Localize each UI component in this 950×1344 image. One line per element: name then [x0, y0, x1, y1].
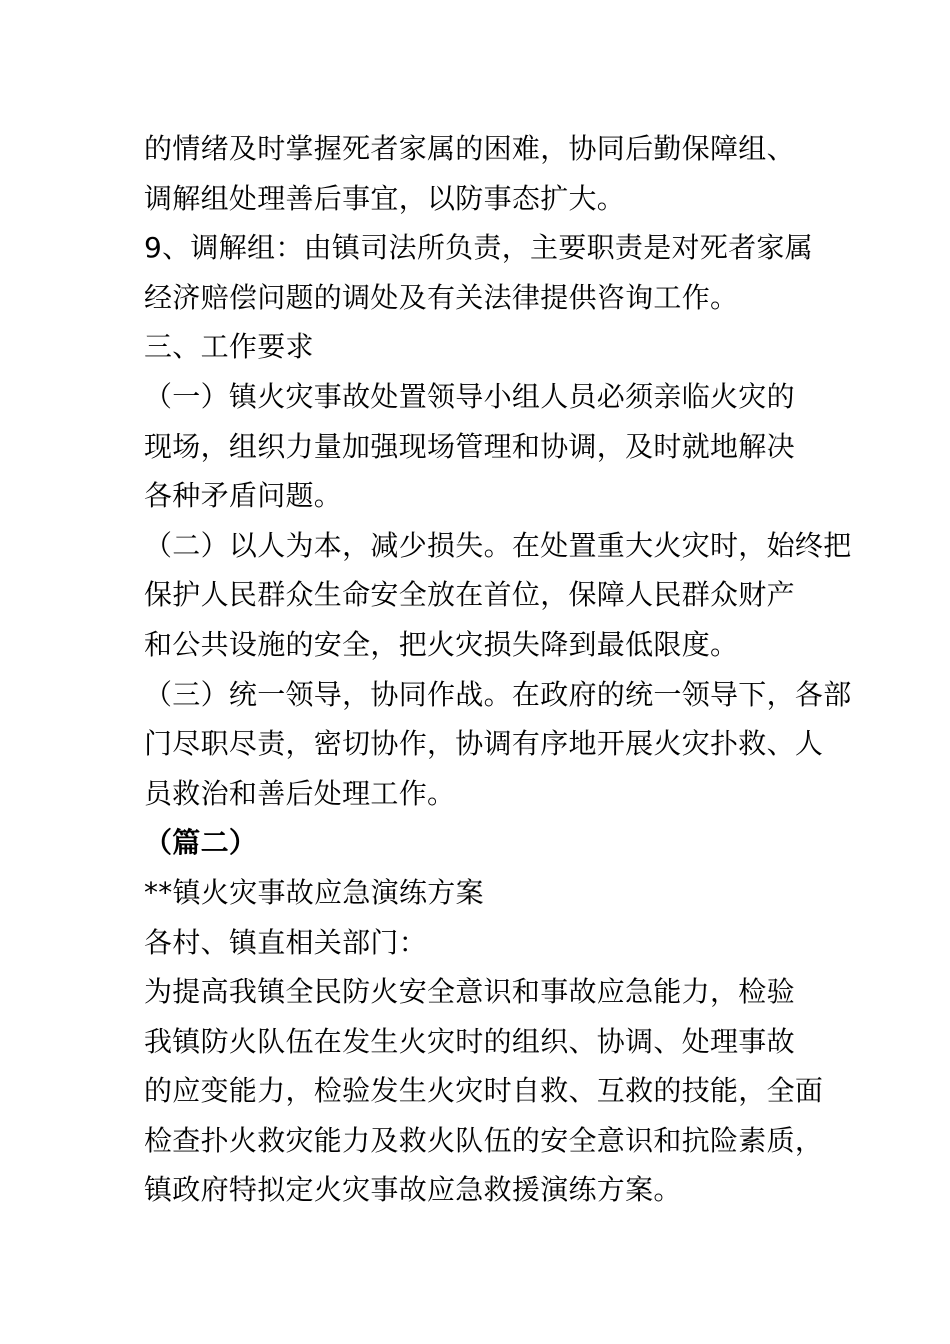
text-line: （三）统一领导，协同作战。在政府的统一领导下，各部	[144, 677, 852, 711]
text-line: 现场，组织力量加强现场管理和协调，及时就地解决	[144, 429, 795, 463]
text-line: 的应变能力，检验发生火灾时自救、互救的技能，全面	[144, 1074, 824, 1108]
part-heading: （篇二）	[144, 826, 258, 860]
text-line: 保护人民群众生命安全放在首位，保障人民群众财产	[144, 578, 795, 612]
text-line: （一）镇火灾事故处置领导小组人员必须亲临火灾的	[144, 379, 795, 413]
text-line: 门尽职尽责，密切协作，协调有序地开展火灾扑救、人	[144, 727, 824, 761]
text-line: 镇政府特拟定火灾事故应急救援演练方案。	[144, 1173, 682, 1207]
text-line: 经济赔偿问题的调处及有关法律提供咨询工作。	[144, 280, 739, 314]
text-line: 为提高我镇全民防火安全意识和事故应急能力，检验	[144, 975, 795, 1009]
document-title: **镇火灾事故应急演练方案	[144, 875, 484, 909]
text-line: 的情绪及时掌握死者家属的困难，协同后勤保障组、	[144, 132, 795, 165]
section-heading: 三、工作要求	[144, 330, 314, 364]
salutation: 各村、镇直相关部门：	[144, 925, 428, 959]
text-line: 检查扑火救灾能力及救火队伍的安全意识和抗险素质，	[144, 1123, 824, 1157]
text-line: 调解组处理善后事宜，以防事态扩大。	[144, 181, 626, 215]
text-line: 各种矛盾问题。	[144, 479, 343, 513]
text-line: 我镇防火队伍在发生火灾时的组织、协调、处理事故	[144, 1024, 795, 1058]
text-line: （二）以人为本，减少损失。在处置重大火灾时，始终把	[144, 528, 852, 562]
text-line: 9、调解组：由镇司法所负责，主要职责是对死者家属	[144, 231, 814, 265]
text-line: 和公共设施的安全，把火灾损失降到最低限度。	[144, 627, 739, 661]
text-line: 员救治和善后处理工作。	[144, 776, 456, 810]
document-body	[144, 124, 852, 1215]
